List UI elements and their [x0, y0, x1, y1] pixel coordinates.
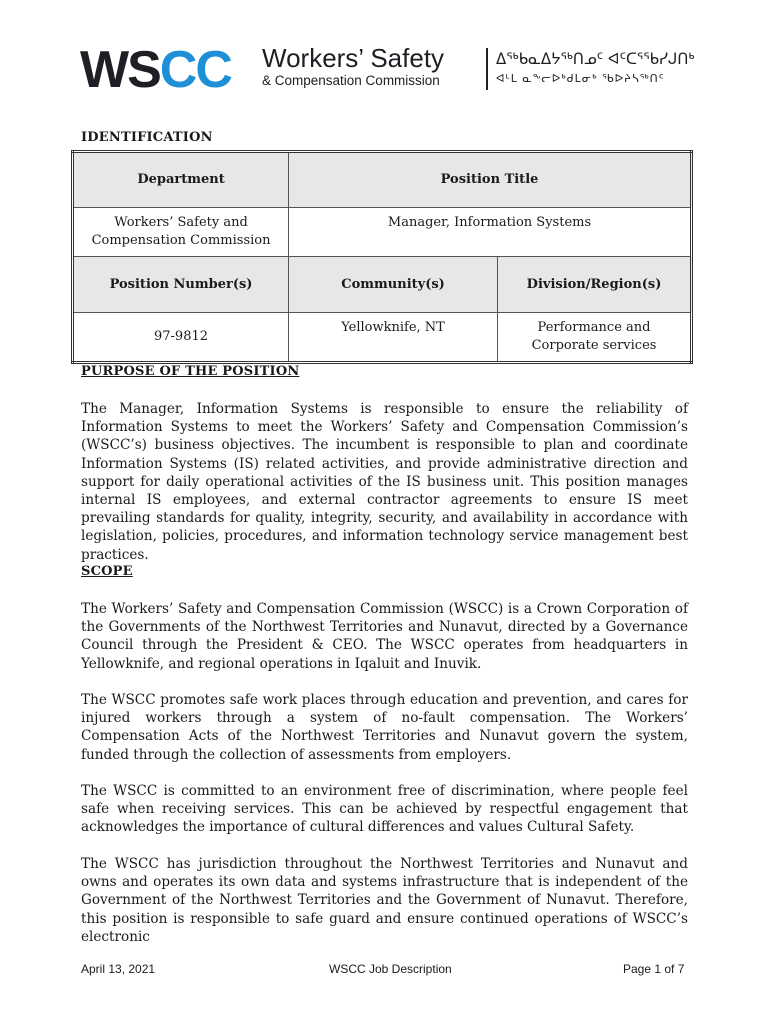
community-value: Yellowknife, NT: [289, 313, 498, 363]
scope-paragraph-2: The WSCC promotes safe work places through education and prevention, and cares for injured workers through a system of no-fault compensation. The Workers’ Compensation Acts of the Northwest Territories and Nunavut govern the system, funded through the collection of assessments from employers.: [81, 692, 688, 763]
position-title-value: Manager, Information Systems: [289, 208, 692, 257]
department-value: Workers’ Safety and Compensation Commission: [73, 208, 289, 257]
organization-name: [262, 44, 472, 90]
scope-paragraph-1: The Workers’ Safety and Compensation Commission (WSCC) is a Crown Corporation of the Governments of the Northwest Territories and Nunavut, directed by a Governance Council through the President & CEO. The WSCC operates from headquarters in Yellowknife, and regional operations in Iqaluit and Inuvik.: [81, 601, 688, 672]
page-header: [80, 40, 720, 100]
syllabics-line1: ᐃᖅᑲᓇᐃᔭᖅᑎᓄᑦ ᐊᑦᑕᕐᖃᓯᒍᑎᒃ: [496, 50, 695, 68]
position-numbers-header: Position Number(s): [73, 257, 289, 313]
identification-table: [71, 150, 693, 364]
division-value: Performance and Corporate services: [498, 313, 692, 363]
logo-divider: [486, 48, 488, 90]
footer-date: April 13, 2021: [81, 962, 156, 976]
organization-name-inuktitut: [496, 48, 726, 88]
purpose-paragraph: The Manager, Information Systems is responsible to ensure the reliability of Information Systems to meet the Workers’ Safety and Compensation Commission’s (WSCC’s) business objectives. The incumbent is responsible to plan and coordinate Information Systems (IS) related activities, and provide administrative direction and support for daily operational activities of the IS business unit. This position manages internal IS employees, and external contractor agreements to ensure IS meet prevailing standards for quality, integrity, security, and availability in accordance with legislation, policies, procedures, and information technology service management best practices.: [81, 401, 688, 563]
community-header: Community(s): [289, 257, 498, 313]
org-name-line2: & Compensation Commission: [262, 73, 440, 88]
syllabics-line2: ᐊᒻᒪ ᓇᖕᓕᐅᒃᑯᒪᓂᒃ ᖃᐅᔨᓴᖅᑎᑦ: [496, 72, 665, 85]
position-title-header: Position Title: [289, 152, 692, 208]
scope-paragraph-3: The WSCC is committed to an environment free of discrimination, where people feel safe when receiving services. This can be achieved by respectful engagement that acknowledges the importance of cultural differences and values Cultural Safety.: [81, 783, 688, 836]
position-number-value: 97-9812: [73, 313, 289, 363]
division-header: Division/Region(s): [498, 257, 692, 313]
org-name-line1: Workers’ Safety: [262, 43, 445, 73]
department-header: Department: [73, 152, 289, 208]
identification-heading: IDENTIFICATION: [81, 130, 213, 145]
scope-heading: SCOPE: [81, 564, 133, 579]
footer-document-name: WSCC Job Description: [329, 962, 452, 976]
scope-paragraph-4: The WSCC has jurisdiction throughout the Northwest Territories and Nunavut and owns and operates its own data and systems infrastructure that is independent of the Government of the Northwest Territories and the Government of Nunavut. Therefore, this position is responsible to safe guard and ensure continued operations of WSCC’s electronic: [81, 856, 688, 945]
footer-page-number: Page 1 of 7: [623, 962, 685, 976]
wscc-logo: WSCC: [80, 41, 231, 99]
purpose-heading: PURPOSE OF THE POSITION: [81, 364, 300, 379]
